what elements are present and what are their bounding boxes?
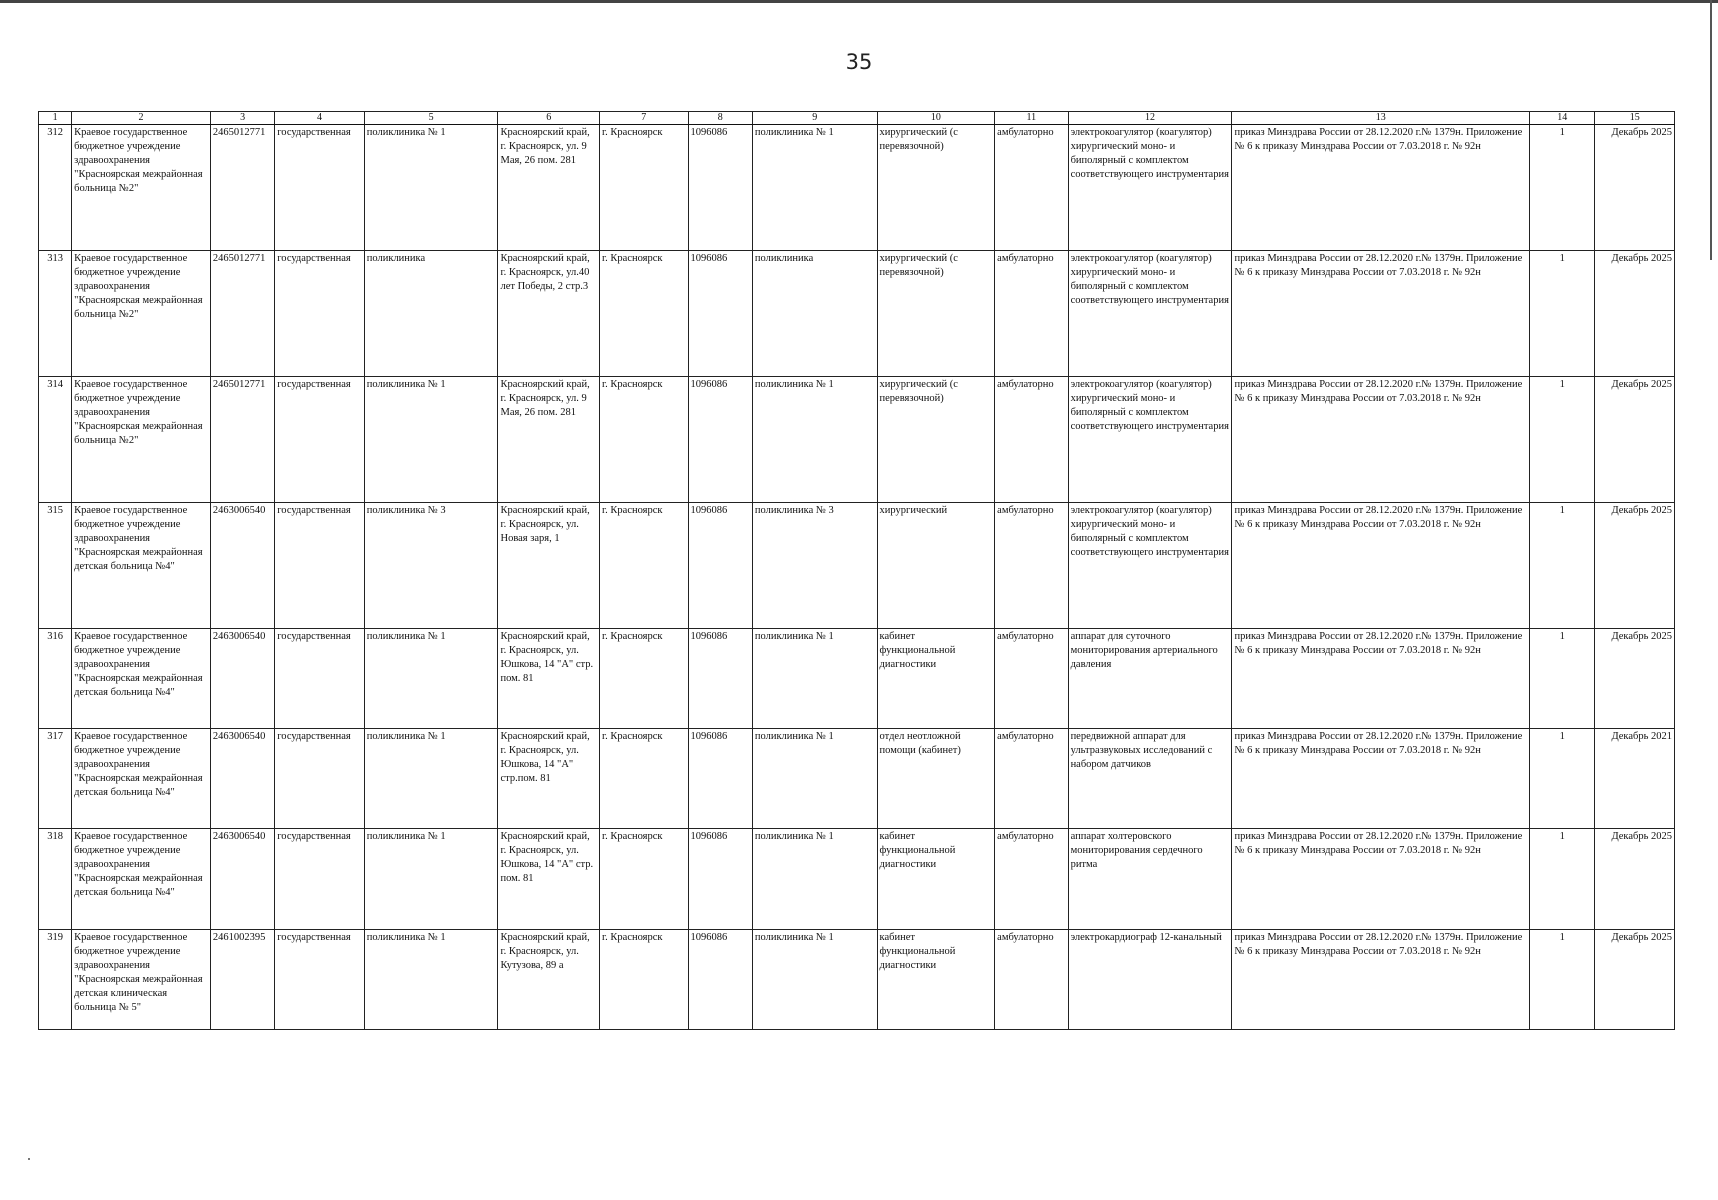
column-header: 11 — [995, 112, 1068, 125]
structural-unit: поликлиника № 1 — [364, 929, 498, 1029]
quantity: 1 — [1530, 628, 1595, 728]
column-header: 1 — [39, 112, 72, 125]
deadline: Декабрь 2025 — [1595, 929, 1675, 1029]
regulation-order: приказ Минздрава России от 28.12.2020 г.№ 1379н. Приложение № 6 к приказу Минздрава России от 7.03.2018 г. № 92н — [1232, 729, 1530, 829]
row-number: 319 — [39, 929, 72, 1029]
inn: 2463006540 — [210, 628, 274, 728]
care-conditions: амбулаторно — [995, 502, 1068, 628]
column-header: 15 — [1595, 112, 1675, 125]
row-number: 313 — [39, 250, 72, 376]
column-header: 6 — [498, 112, 600, 125]
city: г. Красноярск — [600, 376, 688, 502]
column-header: 8 — [688, 112, 752, 125]
inn: 2465012771 — [210, 376, 274, 502]
oktmo-code: 1096086 — [688, 376, 752, 502]
oktmo-code: 1096086 — [688, 829, 752, 929]
row-number: 314 — [39, 376, 72, 502]
quantity: 1 — [1530, 502, 1595, 628]
deadline: Декабрь 2025 — [1595, 628, 1675, 728]
address: Красноярский край, г. Красноярск, ул. Юшкова, 14 "А" стр. пом. 81 — [498, 628, 600, 728]
table-row — [39, 929, 1675, 1029]
structural-unit: поликлиника № 1 — [364, 376, 498, 502]
column-header: 13 — [1232, 112, 1530, 125]
equipment-name: электрокоагулятор (коагулятор) хирургический моно- и биполярный с комплектом соответствующего инструментария — [1068, 376, 1232, 502]
department: поликлиника № 1 — [752, 376, 877, 502]
care-conditions: амбулаторно — [995, 376, 1068, 502]
scan-edge-top — [0, 0, 1718, 3]
oktmo-code: 1096086 — [688, 250, 752, 376]
regulation-order: приказ Минздрава России от 28.12.2020 г.№ 1379н. Приложение № 6 к приказу Минздрава России от 7.03.2018 г. № 92н — [1232, 376, 1530, 502]
regulation-order: приказ Минздрава России от 28.12.2020 г.№ 1379н. Приложение № 6 к приказу Минздрава России от 7.03.2018 г. № 92н — [1232, 929, 1530, 1029]
organization-name: Краевое государственное бюджетное учреждение здравоохранения "Красноярская межрайонная детская больница №4" — [72, 628, 211, 728]
ownership-form: государственная — [275, 628, 364, 728]
inn: 2465012771 — [210, 250, 274, 376]
structural-unit: поликлиника — [364, 250, 498, 376]
care-conditions: амбулаторно — [995, 125, 1068, 251]
address: Красноярский край, г. Красноярск, ул.40 лет Победы, 2 стр.3 — [498, 250, 600, 376]
address: Красноярский край, г. Красноярск, ул. Юшкова, 14 "А" стр. пом. 81 — [498, 829, 600, 929]
deadline: Декабрь 2025 — [1595, 376, 1675, 502]
structural-unit: поликлиника № 1 — [364, 829, 498, 929]
column-header: 12 — [1068, 112, 1232, 125]
table-row — [39, 729, 1675, 829]
department: поликлиника № 3 — [752, 502, 877, 628]
equipment-name: аппарат холтеровского мониторирования сердечного ритма — [1068, 829, 1232, 929]
organization-name: Краевое государственное бюджетное учреждение здравоохранения "Красноярская межрайонная больница №2" — [72, 250, 211, 376]
inn: 2461002395 — [210, 929, 274, 1029]
row-number: 315 — [39, 502, 72, 628]
cabinet: хирургический (с перевязочной) — [877, 125, 995, 251]
scan-edge-right — [1710, 0, 1712, 260]
row-number: 312 — [39, 125, 72, 251]
ownership-form: государственная — [275, 829, 364, 929]
table-row — [39, 502, 1675, 628]
structural-unit: поликлиника № 1 — [364, 125, 498, 251]
regulation-order: приказ Минздрава России от 28.12.2020 г.№ 1379н. Приложение № 6 к приказу Минздрава России от 7.03.2018 г. № 92н — [1232, 250, 1530, 376]
department: поликлиника № 1 — [752, 929, 877, 1029]
department: поликлиника — [752, 250, 877, 376]
city: г. Красноярск — [600, 729, 688, 829]
ownership-form: государственная — [275, 125, 364, 251]
quantity: 1 — [1530, 250, 1595, 376]
oktmo-code: 1096086 — [688, 125, 752, 251]
table-row — [39, 125, 1675, 251]
column-header: 9 — [752, 112, 877, 125]
column-number-row — [39, 112, 1675, 125]
table-row — [39, 376, 1675, 502]
deadline: Декабрь 2025 — [1595, 250, 1675, 376]
equipment-name: аппарат для суточного мониторирования артериального давления — [1068, 628, 1232, 728]
deadline: Декабрь 2025 — [1595, 829, 1675, 929]
cabinet: кабинет функциональной диагностики — [877, 628, 995, 728]
deadline: Декабрь 2025 — [1595, 125, 1675, 251]
care-conditions: амбулаторно — [995, 729, 1068, 829]
city: г. Красноярск — [600, 829, 688, 929]
care-conditions: амбулаторно — [995, 929, 1068, 1029]
column-header: 7 — [600, 112, 688, 125]
cabinet: отдел неотложной помощи (кабинет) — [877, 729, 995, 829]
equipment-name: электрокоагулятор (коагулятор) хирургический моно- и биполярный с комплектом соответствующего инструментария — [1068, 125, 1232, 251]
inn: 2463006540 — [210, 829, 274, 929]
row-number: 317 — [39, 729, 72, 829]
city: г. Красноярск — [600, 929, 688, 1029]
regulation-order: приказ Минздрава России от 28.12.2020 г.№ 1379н. Приложение № 6 к приказу Минздрава России от 7.03.2018 г. № 92н — [1232, 125, 1530, 251]
city: г. Красноярск — [600, 502, 688, 628]
cabinet: хирургический (с перевязочной) — [877, 376, 995, 502]
deadline: Декабрь 2025 — [1595, 502, 1675, 628]
quantity: 1 — [1530, 376, 1595, 502]
inn: 2463006540 — [210, 729, 274, 829]
oktmo-code: 1096086 — [688, 502, 752, 628]
structural-unit: поликлиника № 3 — [364, 502, 498, 628]
page-number: 35 — [845, 50, 873, 74]
address: Красноярский край, г. Красноярск, ул. 9 Мая, 26 пом. 281 — [498, 376, 600, 502]
equipment-name: электрокоагулятор (коагулятор) хирургический моно- и биполярный с комплектом соответствующего инструментария — [1068, 502, 1232, 628]
ownership-form: государственная — [275, 250, 364, 376]
oktmo-code: 1096086 — [688, 729, 752, 829]
cabinet: кабинет функциональной диагностики — [877, 929, 995, 1029]
department: поликлиника № 1 — [752, 829, 877, 929]
deadline: Декабрь 2021 — [1595, 729, 1675, 829]
equipment-name: электрокоагулятор (коагулятор) хирургический моно- и биполярный с комплектом соответствующего инструментария — [1068, 250, 1232, 376]
city: г. Красноярск — [600, 250, 688, 376]
organization-name: Краевое государственное бюджетное учреждение здравоохранения "Красноярская межрайонная больница №2" — [72, 376, 211, 502]
ownership-form: государственная — [275, 929, 364, 1029]
quantity: 1 — [1530, 729, 1595, 829]
cabinet: кабинет функциональной диагностики — [877, 829, 995, 929]
column-header: 14 — [1530, 112, 1595, 125]
organization-name: Краевое государственное бюджетное учреждение здравоохранения "Красноярская межрайонная больница №2" — [72, 125, 211, 251]
equipment-register-table — [38, 111, 1675, 1030]
column-header: 2 — [72, 112, 211, 125]
quantity: 1 — [1530, 125, 1595, 251]
column-header: 4 — [275, 112, 364, 125]
row-number: 318 — [39, 829, 72, 929]
care-conditions: амбулаторно — [995, 628, 1068, 728]
quantity: 1 — [1530, 829, 1595, 929]
organization-name: Краевое государственное бюджетное учреждение здравоохранения "Красноярская межрайонная детская клиническая больница № 5" — [72, 929, 211, 1029]
organization-name: Краевое государственное бюджетное учреждение здравоохранения "Красноярская межрайонная детская больница №4" — [72, 729, 211, 829]
address: Красноярский край, г. Красноярск, ул. Кутузова, 89 а — [498, 929, 600, 1029]
address: Красноярский край, г. Красноярск, ул. 9 Мая, 26 пом. 281 — [498, 125, 600, 251]
scan-speck — [28, 1158, 30, 1160]
regulation-order: приказ Минздрава России от 28.12.2020 г.№ 1379н. Приложение № 6 к приказу Минздрава России от 7.03.2018 г. № 92н — [1232, 502, 1530, 628]
department: поликлиника № 1 — [752, 729, 877, 829]
city: г. Красноярск — [600, 628, 688, 728]
column-header: 3 — [210, 112, 274, 125]
structural-unit: поликлиника № 1 — [364, 729, 498, 829]
care-conditions: амбулаторно — [995, 829, 1068, 929]
column-header: 10 — [877, 112, 995, 125]
table-row — [39, 628, 1675, 728]
oktmo-code: 1096086 — [688, 929, 752, 1029]
address: Красноярский край, г. Красноярск, ул. Новая заря, 1 — [498, 502, 600, 628]
column-header: 5 — [364, 112, 498, 125]
department: поликлиника № 1 — [752, 628, 877, 728]
row-number: 316 — [39, 628, 72, 728]
structural-unit: поликлиника № 1 — [364, 628, 498, 728]
department: поликлиника № 1 — [752, 125, 877, 251]
ownership-form: государственная — [275, 729, 364, 829]
equipment-name: передвижной аппарат для ультразвуковых исследований с набором датчиков — [1068, 729, 1232, 829]
regulation-order: приказ Минздрава России от 28.12.2020 г.№ 1379н. Приложение № 6 к приказу Минздрава России от 7.03.2018 г. № 92н — [1232, 628, 1530, 728]
table-row — [39, 829, 1675, 929]
regulation-order: приказ Минздрава России от 28.12.2020 г.№ 1379н. Приложение № 6 к приказу Минздрава России от 7.03.2018 г. № 92н — [1232, 829, 1530, 929]
cabinet: хирургический (с перевязочной) — [877, 250, 995, 376]
inn: 2465012771 — [210, 125, 274, 251]
organization-name: Краевое государственное бюджетное учреждение здравоохранения "Красноярская межрайонная детская больница №4" — [72, 829, 211, 929]
address: Красноярский край, г. Красноярск, ул. Юшкова, 14 "А" стр.пом. 81 — [498, 729, 600, 829]
cabinet: хирургический — [877, 502, 995, 628]
ownership-form: государственная — [275, 376, 364, 502]
quantity: 1 — [1530, 929, 1595, 1029]
city: г. Красноярск — [600, 125, 688, 251]
ownership-form: государственная — [275, 502, 364, 628]
care-conditions: амбулаторно — [995, 250, 1068, 376]
organization-name: Краевое государственное бюджетное учреждение здравоохранения "Красноярская межрайонная детская больница №4" — [72, 502, 211, 628]
inn: 2463006540 — [210, 502, 274, 628]
equipment-name: электрокардиограф 12-канальный — [1068, 929, 1232, 1029]
oktmo-code: 1096086 — [688, 628, 752, 728]
table-row — [39, 250, 1675, 376]
